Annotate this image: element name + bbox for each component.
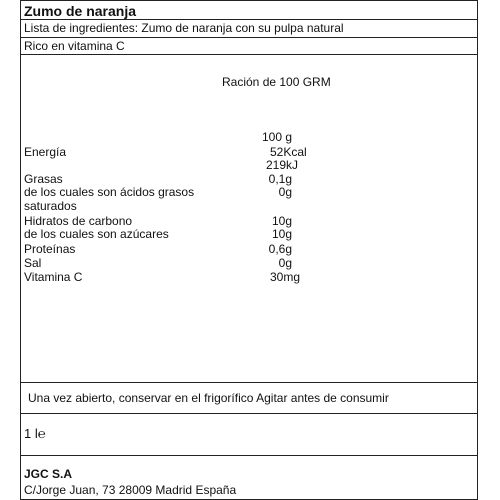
- nutrient-value: 30mg: [270, 270, 301, 284]
- nutrient-label: saturados: [24, 199, 77, 213]
- company-name: JGC S.A: [24, 467, 73, 481]
- nutrient-value: 0,1g: [268, 172, 292, 186]
- nutrition-divider: [20, 382, 478, 383]
- ingredients-text: Lista de ingredientes: Zumo de naranja con su pulpa natural: [24, 21, 344, 35]
- ration-header: Ración de 100 GRM: [222, 75, 331, 89]
- nutrient-label: Proteínas: [24, 242, 76, 256]
- nutrient-label: Grasas: [24, 172, 63, 186]
- product-title: Zumo de naranja: [24, 3, 137, 19]
- nutrient-label: Vitamina C: [24, 270, 83, 284]
- company-address: C/Jorge Juan, 73 28009 Madrid España: [24, 483, 237, 497]
- nutrient-value: 10g: [271, 214, 292, 228]
- storage-text: Una vez abierto, conservar en el frigorífico Agitar antes de consumir: [28, 391, 389, 405]
- claim-text: Rico en vitamina C: [24, 39, 125, 53]
- nutrient-label: Sal: [24, 256, 42, 270]
- energy-kj: 219kJ: [266, 158, 299, 172]
- nutrient-label: Hidratos de carbono: [24, 214, 133, 228]
- column-header: 100 g: [262, 130, 293, 144]
- volume-text: 1 l℮: [24, 426, 46, 441]
- claim-divider: [20, 54, 478, 55]
- storage-divider: [20, 413, 478, 414]
- top-border: [20, 0, 478, 1]
- nutrient-label: de los cuales son azúcares: [24, 227, 169, 241]
- nutrient-value: 0,6g: [268, 242, 292, 256]
- nutrient-value: 10g: [271, 227, 292, 241]
- nutrient-value: 0g: [278, 256, 292, 270]
- ingredients-divider: [20, 37, 478, 38]
- energy-kcal: 52Kcal: [270, 145, 307, 159]
- nutrient-value: 0g: [278, 185, 292, 199]
- volume-divider: [20, 455, 478, 456]
- title-divider: [20, 19, 478, 20]
- energy-label: Energía: [24, 145, 67, 159]
- nutrient-label: de los cuales son ácidos grasos: [24, 185, 195, 199]
